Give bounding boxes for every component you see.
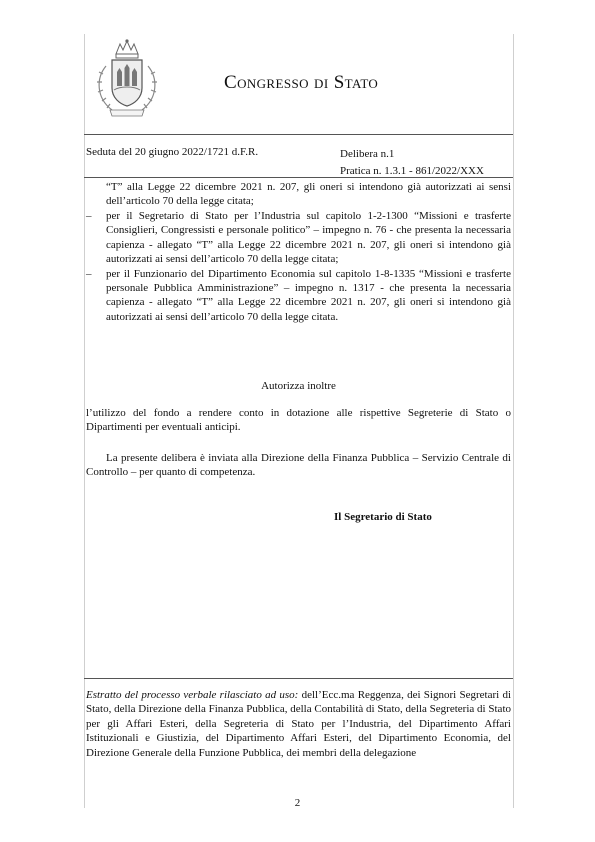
estratto-body: dell’Ecc.ma Reggenza, dei Signori Segretari di Stato, della Direzione della Finanza Pubblica, della Contabilità di Stato, della Segreteria di Stato per gli Affari Esteri, della Segreteria di Stato per l’Industria, del Dipartimento Affari Istituzionali e Giustizia, del Dipartimento Affari Esteri, del Dipartimento Economia, del Direzione Generale della Funzione Pubblica, dei membri della delegazione xyxy=(86,689,511,759)
list-item xyxy=(86,267,511,325)
utilizzo-paragraph xyxy=(86,406,511,435)
bullet-list xyxy=(86,209,511,324)
list-item xyxy=(86,209,511,267)
page-number: 2 xyxy=(294,797,301,809)
autorizza-heading: Autorizza inoltre xyxy=(261,380,336,392)
utilizzo-text: l’utilizzo del fondo a rendere conto in dotazione alle rispettive Segreterie di Stato o Dipartimenti per eventuali anticipi. xyxy=(86,407,511,434)
bullet-dash: – xyxy=(86,210,92,222)
bullet-dash: – xyxy=(86,267,92,280)
estratto-lead: Estratto del processo verbale rilasciato ad uso: xyxy=(86,689,299,701)
presente-paragraph xyxy=(86,451,511,480)
estratto-paragraph xyxy=(86,688,511,760)
continuation-text: “T” alla Legge 22 dicembre 2021 n. 207, gli oneri si intendono già autorizzati ai sensi dell’articolo 70 della legge citata; xyxy=(106,181,511,208)
continuation-paragraph xyxy=(86,180,511,209)
header-rule xyxy=(84,134,513,135)
document-title: Congresso di Stato xyxy=(224,72,379,93)
left-margin-line xyxy=(84,34,85,808)
estratto-text xyxy=(86,688,511,760)
bullet-text: per il Segretario di Stato per l’Industria sul capitolo 1-2-1300 “Missioni e trasferte Consiglieri, Congressisti e personale politico” – impegno n. 76 - che presenta la necessaria capienza - allegato “T” alla Legge 22 dicembre 2021 n. 207, gli oneri si intendono già autorizzati ai sensi dell’articolo 70 della legge citata; xyxy=(106,210,511,266)
delibera-number: Delibera n.1 xyxy=(340,148,395,160)
pratica-number: Pratica n. 1.3.1 - 861/2022/XXX xyxy=(340,165,484,177)
coat-of-arms-emblem xyxy=(92,38,162,120)
signature-label: Il Segretario di Stato xyxy=(334,511,432,523)
meta-rule xyxy=(84,177,513,178)
seduta-date: Seduta del 20 giugno 2022/1721 d.F.R. xyxy=(86,146,259,158)
delibera-block xyxy=(340,146,484,180)
bullet-text: per il Funzionario del Dipartimento Economia sul capitolo 1-8-1335 “Missioni e trasferte personale Pubblica Amministrazione” – impegno n. 1317 - che presenta la necessaria capienza - allegato “T” alla Legge 22 dicembre 2021 n. 207, gli oneri si intendono già autorizzati ai sensi dell’articolo 70 della legge citata. xyxy=(106,267,511,323)
footer-rule xyxy=(84,678,513,679)
right-margin-line xyxy=(513,34,514,808)
presente-text: La presente delibera è inviata alla Direzione della Finanza Pubblica – Servizio Centrale di Controllo – per quanto di competenza. xyxy=(86,452,511,479)
